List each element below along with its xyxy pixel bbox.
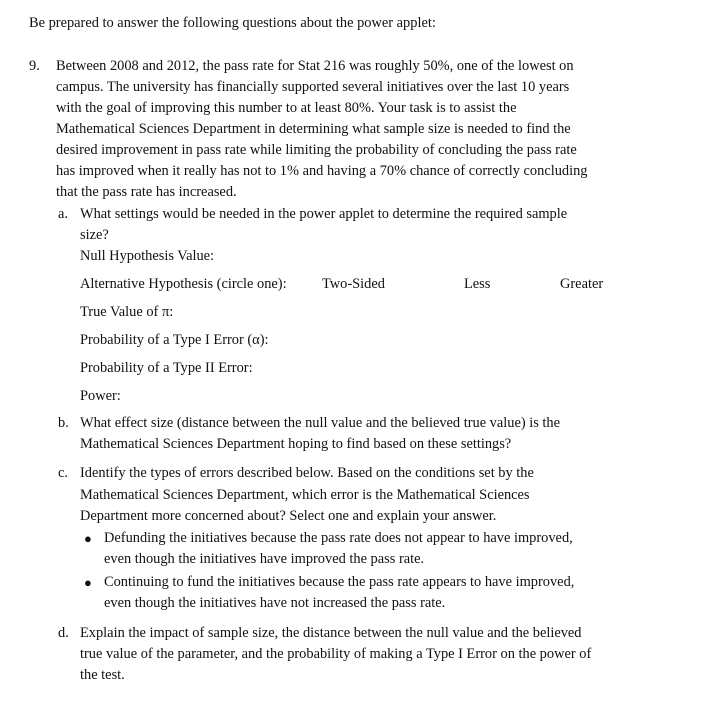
option-two-sided[interactable]: Two-Sided	[322, 276, 385, 292]
part-d-marker: d.	[58, 625, 69, 641]
part-d-line: the test.	[80, 667, 125, 683]
intro-text: Be prepared to answer the following questions about the power applet:	[29, 15, 436, 31]
question-line: campus. The university has financially supported several initiatives over the last 10 years	[56, 79, 570, 95]
part-a-marker: a.	[58, 206, 68, 222]
question-line: that the pass rate has increased.	[56, 184, 237, 200]
part-a-line: What settings would be needed in the power applet to determine the required sample	[80, 206, 568, 222]
option-greater[interactable]: Greater	[560, 276, 604, 292]
part-b-marker: b.	[58, 415, 69, 431]
bullet-line: even though the initiatives have not increased the pass rate.	[104, 595, 446, 611]
question-line: Between 2008 and 2012, the pass rate for Stat 216 was roughly 50%, one of the lowest on	[56, 58, 574, 74]
part-c-line: Mathematical Sciences Department, which error is the Mathematical Sciences	[80, 487, 530, 503]
question-line: has improved when it really has not to 1% and having a 70% chance of correctly concluding	[56, 163, 588, 179]
bullet-line: Defunding the initiatives because the pass rate does not appear to have improved,	[104, 530, 573, 546]
question-line: with the goal of improving this number to at least 80%. Your task is to assist the	[56, 100, 517, 116]
part-b-line: Mathematical Sciences Department hoping to find based on these settings?	[80, 436, 512, 452]
part-d-line: true value of the parameter, and the probability of making a Type I Error on the power of	[80, 646, 592, 662]
power-label: Power:	[80, 388, 121, 404]
question-number: 9.	[29, 58, 40, 74]
part-b-line: What effect size (distance between the null value and the believed true value) is the	[80, 415, 561, 431]
part-d-line: Explain the impact of sample size, the distance between the null value and the believed	[80, 625, 582, 641]
option-less[interactable]: Less	[464, 276, 491, 292]
true-value-label: True Value of π:	[80, 304, 174, 320]
bullet-line: even though the initiatives have improved the pass rate.	[104, 551, 425, 567]
type-two-error-label: Probability of a Type II Error:	[80, 360, 253, 376]
part-c-line: Department more concerned about? Select one and explain your answer.	[80, 508, 497, 524]
bullet-icon: ●	[84, 531, 92, 546]
null-hypothesis-label: Null Hypothesis Value:	[80, 248, 215, 264]
alternative-hypothesis-label: Alternative Hypothesis (circle one):	[80, 276, 287, 292]
question-line: Mathematical Sciences Department in determining what sample size is needed to find the	[56, 121, 571, 137]
part-c-line: Identify the types of errors described below. Based on the conditions set by the	[80, 465, 534, 481]
part-a-line: size?	[80, 227, 109, 243]
bullet-line: Continuing to fund the initiatives because the pass rate appears to have improved,	[104, 574, 575, 590]
part-c-marker: c.	[58, 465, 68, 481]
bullet-icon: ●	[84, 575, 92, 590]
question-line: desired improvement in pass rate while limiting the probability of concluding the pass rate	[56, 142, 577, 158]
type-one-error-label: Probability of a Type I Error (α):	[80, 332, 269, 348]
